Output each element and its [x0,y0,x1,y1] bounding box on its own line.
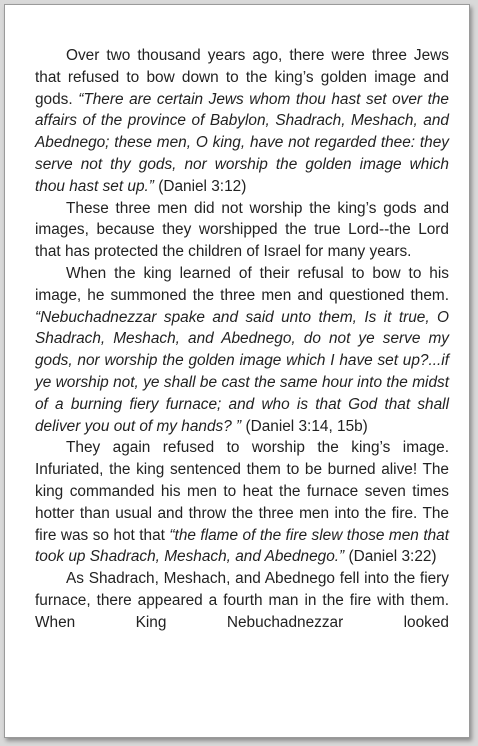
scripture-quote: “the flame of the fire slew those men that took up Shadrach, Meshach, and Abednego.” [35,526,449,566]
paragraph-2 [35,198,449,263]
paragraph-text: They again refused to worship the king’s image. Infuriated, the king sentenced them to be burned alive! The king commanded his men to heat the furnace seven times hotter than usual and throw the three men into the fire. The fire was so hot that [35,439,449,544]
scripture-reference: (Daniel 3:12) [153,177,247,195]
paragraph-5 [35,568,449,633]
paragraph-text: These three men did not worship the king’s gods and images, because they worshipped the true Lord--the Lord that has protected the children of Israel for many years. [35,199,449,261]
scripture-reference: (Daniel 3:14, 15b) [241,417,368,435]
paragraph-text: As Shadrach, Meshach, and Abednego fell into the fiery furnace, there appeared a fourth man in the fire with them. When King Nebuchadnezzar looked [35,570,449,631]
scripture-quote: “Nebuchadnezzar spake and said unto them, Is it true, O Shadrach, Meshach, and Abednego, do not ye serve my gods, nor worship the golden image which I have set up?...if ye worship not, ye shall be cast the same hour into the midst of a burning fiery furnace; and who is that God that shall deliver you out of my hands? ” [35,308,449,435]
scripture-reference: (Daniel 3:22) [344,548,437,566]
body-text [35,45,449,634]
paragraph-4 [35,437,449,568]
paragraph-3 [35,263,449,437]
book-page [4,4,470,738]
paragraph-1 [35,45,449,198]
paragraph-text: Over two thousand years ago, there were three Jews that refused to bow down to the king’s golden image and gods. [35,47,449,108]
scripture-quote: “There are certain Jews whom thou hast set over the affairs of the province of Babylon, Shadrach, Meshach, and Abednego; these men, O king, have not regarded thee: they serve not thy gods, nor worship the golden image which thou hast set up.” [35,90,449,195]
paragraph-text: When the king learned of their refusal to bow to his image, he summoned the three men and questioned them. [35,264,449,304]
